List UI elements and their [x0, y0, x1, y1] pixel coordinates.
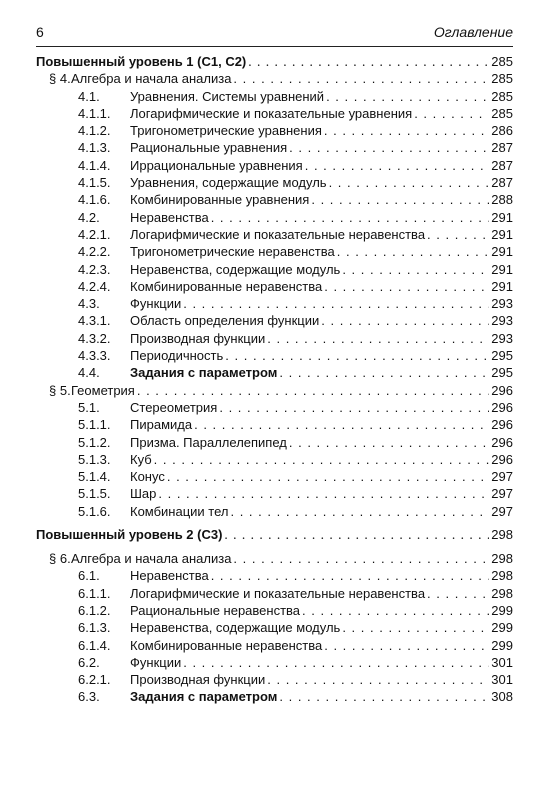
toc-entry-number: 6.1. — [78, 568, 100, 584]
toc-entry-number: 4.1. — [78, 88, 100, 104]
toc-entry — [36, 671, 513, 688]
toc-entry-title: Пирамида — [130, 417, 193, 433]
dot-leader — [211, 567, 490, 584]
toc-entry-number: 4.1.5. — [78, 175, 111, 191]
toc-entry-page: 296 — [491, 451, 513, 467]
toc-entry-number: 4.1.4. — [78, 157, 111, 173]
toc-entry — [36, 53, 513, 70]
toc-entry-title: Рациональные неравенства — [130, 602, 301, 618]
toc-entry-page: 285 — [491, 105, 513, 121]
dot-leader — [248, 53, 489, 70]
toc-entry-title: Призма. Параллелепипед — [130, 434, 287, 450]
dot-leader — [233, 550, 489, 567]
toc-entry-page: 285 — [491, 54, 513, 69]
toc-entry-title: Геометрия — [71, 382, 135, 398]
toc-entry-number: 5.1.2. — [78, 434, 111, 450]
dot-leader — [225, 347, 489, 364]
toc-entry-number: 6.1.2. — [78, 602, 111, 618]
dot-leader — [329, 174, 490, 191]
running-header — [36, 24, 513, 47]
toc-entry-number: 5.1.4. — [78, 469, 111, 485]
toc-entry-page: 299 — [491, 602, 513, 618]
toc-entry-number: 4.1.1. — [78, 105, 111, 121]
toc-entry-title: Неравенства — [130, 209, 209, 225]
toc-entry-page: 287 — [491, 157, 513, 173]
toc-entry-title: Логарифмические и показательные неравенства — [130, 226, 426, 242]
toc-entry-title: Задания с параметром — [130, 365, 278, 381]
dot-leader — [194, 416, 489, 433]
dot-leader — [267, 330, 489, 347]
toc-entry — [36, 243, 513, 260]
toc-entry-title: Стереометрия — [130, 399, 218, 415]
toc-entry-page: 291 — [491, 244, 513, 260]
toc-entry — [36, 619, 513, 636]
toc-entry-page: 293 — [491, 296, 513, 312]
dot-leader — [233, 70, 489, 87]
toc-entry-page: 293 — [491, 330, 513, 346]
dot-leader — [324, 278, 489, 295]
dot-leader — [311, 191, 489, 208]
toc-entry-page: 287 — [491, 175, 513, 191]
toc-entry — [36, 139, 513, 156]
toc-entry-number: 4.2. — [78, 209, 100, 225]
toc-entry-number: 4.2.4. — [78, 278, 111, 294]
toc-entry — [36, 602, 513, 619]
toc-entry-page: 295 — [491, 348, 513, 364]
toc-entry — [36, 312, 513, 329]
toc-entry-title: Конус — [130, 469, 165, 485]
toc-entry — [36, 209, 513, 226]
dot-leader — [154, 451, 490, 468]
toc-entry — [36, 550, 513, 567]
toc-entry-page: 298 — [491, 551, 513, 567]
dot-leader — [167, 468, 489, 485]
toc-entry-title: Неравенства — [130, 568, 209, 584]
toc-entry — [36, 585, 513, 602]
toc-entry — [36, 468, 513, 485]
toc-entry — [36, 70, 513, 87]
toc-entry-number: 4.1.3. — [78, 140, 111, 156]
toc-entry-page: 288 — [491, 192, 513, 208]
toc-entry-number: 4.3.2. — [78, 330, 111, 346]
toc-entry — [36, 88, 513, 105]
toc-entry-page: 298 — [491, 568, 513, 584]
toc-entry-title: Уравнения. Системы уравнений — [130, 88, 325, 104]
toc-entry — [36, 382, 513, 399]
toc-entry-title: Производная функции — [130, 330, 266, 346]
toc-entry — [36, 434, 513, 451]
toc-entry-title: Комбинированные неравенства — [130, 637, 323, 653]
toc-entry-title: Периодичность — [130, 348, 224, 364]
dot-leader — [414, 105, 489, 122]
running-title: Оглавление — [433, 24, 513, 40]
toc-entry — [36, 330, 513, 347]
toc-entry — [36, 567, 513, 584]
toc-entry-page: 301 — [491, 672, 513, 688]
toc-entry-number: 4.1.6. — [78, 192, 111, 208]
toc-entry-number: 5.1. — [78, 399, 100, 415]
toc-entry — [36, 416, 513, 433]
toc-entry-number: 4.3.1. — [78, 313, 111, 329]
dot-leader — [183, 295, 489, 312]
toc-entry-number: 6.1.1. — [78, 585, 111, 601]
toc-entry-title: Повышенный уровень 1 (С1, С2) — [36, 54, 247, 69]
toc-entry-page: 296 — [491, 399, 513, 415]
toc-entry-page: 291 — [491, 278, 513, 294]
toc-entry-title: Иррациональные уравнения — [130, 157, 303, 173]
toc-entry-number: 4.4. — [78, 365, 100, 381]
toc-entry-title: Логарифмические и показательные уравнения — [130, 105, 413, 121]
toc-entry — [36, 637, 513, 654]
toc-entry-page: 285 — [491, 71, 513, 87]
dot-leader — [224, 520, 489, 550]
toc-entry-page: 291 — [491, 226, 513, 242]
toc-entry-title: Неравенства, содержащие модуль — [130, 620, 341, 636]
toc-entry-title: Повышенный уровень 2 (С3) — [36, 527, 223, 543]
toc-entry-title: Область определения функции — [130, 313, 320, 329]
toc-entry-number: 4.1.2. — [78, 123, 111, 139]
toc-entry-title: Задания с параметром — [130, 689, 278, 705]
dot-leader — [342, 619, 489, 636]
toc-entry-number: § 6. — [49, 551, 71, 567]
toc-entry-number: 6.2.1. — [78, 672, 111, 688]
toc-entry — [36, 654, 513, 671]
toc-entry-page: 298 — [491, 527, 513, 543]
toc-entry — [36, 295, 513, 312]
dot-leader — [427, 226, 489, 243]
toc-entry — [36, 364, 513, 381]
toc-entry-title: Шар — [130, 486, 157, 502]
dot-leader — [267, 671, 489, 688]
toc-entry — [36, 688, 513, 705]
toc-entry-number: § 5. — [49, 382, 71, 398]
toc-entry — [36, 485, 513, 502]
dot-leader — [137, 382, 489, 399]
toc-entry — [36, 191, 513, 208]
dot-leader — [279, 364, 489, 381]
table-of-contents — [36, 53, 513, 706]
toc-entry-title: Алгебра и начала анализа — [71, 551, 232, 567]
toc-entry-title: Рациональные уравнения — [130, 140, 288, 156]
dot-leader — [302, 602, 489, 619]
toc-entry-number: 5.1.5. — [78, 486, 111, 502]
toc-entry-title: Комбинированные уравнения — [130, 192, 310, 208]
toc-entry-title: Комбинированные неравенства — [130, 278, 323, 294]
toc-entry-number: 6.2. — [78, 654, 100, 670]
toc-entry-page: 299 — [491, 620, 513, 636]
dot-leader — [326, 88, 489, 105]
toc-entry-title: Алгебра и начала анализа — [71, 71, 232, 87]
toc-entry-page: 296 — [491, 434, 513, 450]
toc-entry-title: Логарифмические и показательные неравенства — [130, 585, 426, 601]
dot-leader — [427, 585, 489, 602]
dot-leader — [289, 139, 489, 156]
dot-leader — [342, 261, 489, 278]
toc-entry — [36, 122, 513, 139]
toc-entry — [36, 105, 513, 122]
toc-entry-title: Функции — [130, 654, 182, 670]
dot-leader — [158, 485, 489, 502]
toc-entry-page: 308 — [491, 689, 513, 705]
toc-entry-number: 6.1.3. — [78, 620, 111, 636]
toc-entry-page: 297 — [491, 503, 513, 519]
toc-entry-number: 5.1.6. — [78, 503, 111, 519]
toc-entry-number: 6.3. — [78, 689, 100, 705]
toc-entry-number: 5.1.1. — [78, 417, 111, 433]
toc-entry — [36, 278, 513, 295]
toc-entry — [36, 157, 513, 174]
toc-entry-page: 297 — [491, 469, 513, 485]
dot-leader — [324, 637, 489, 654]
dot-leader — [337, 243, 490, 260]
toc-entry-page: 293 — [491, 313, 513, 329]
toc-entry — [36, 347, 513, 364]
toc-entry — [36, 520, 513, 550]
toc-entry — [36, 503, 513, 520]
toc-entry-page: 295 — [491, 365, 513, 381]
toc-entry-title: Производная функции — [130, 672, 266, 688]
toc-entry-number: § 4. — [49, 71, 71, 87]
dot-leader — [230, 503, 489, 520]
toc-entry-title: Уравнения, содержащие модуль — [130, 175, 327, 191]
toc-entry-number: 4.2.2. — [78, 244, 111, 260]
toc-entry-number: 5.1.3. — [78, 451, 111, 467]
toc-entry-title: Тригонометрические неравенства — [130, 244, 335, 260]
toc-entry-title: Функции — [130, 296, 182, 312]
toc-entry-page: 296 — [491, 382, 513, 398]
toc-entry-number: 4.2.3. — [78, 261, 111, 277]
toc-entry-number: 4.3. — [78, 296, 100, 312]
toc-entry-page: 291 — [491, 209, 513, 225]
toc-entry-number: 4.3.3. — [78, 348, 111, 364]
toc-entry — [36, 261, 513, 278]
toc-entry-page: 286 — [491, 123, 513, 139]
dot-leader — [324, 122, 489, 139]
toc-entry-title: Куб — [130, 451, 152, 467]
dot-leader — [219, 399, 489, 416]
page-number: 6 — [36, 24, 44, 40]
toc-entry-title: Тригонометрические уравнения — [130, 123, 322, 139]
toc-entry-page: 296 — [491, 417, 513, 433]
dot-leader — [305, 157, 490, 174]
toc-entry-page: 299 — [491, 637, 513, 653]
dot-leader — [211, 209, 490, 226]
dot-leader — [321, 312, 489, 329]
toc-entry-page: 285 — [491, 88, 513, 104]
toc-entry-title: Комбинации тел — [130, 503, 229, 519]
toc-entry-number: 4.2.1. — [78, 226, 111, 242]
toc-entry — [36, 174, 513, 191]
toc-entry-title: Неравенства, содержащие модуль — [130, 261, 341, 277]
dot-leader — [183, 654, 489, 671]
toc-entry-number: 6.1.4. — [78, 637, 111, 653]
toc-entry-page: 298 — [491, 585, 513, 601]
dot-leader — [279, 688, 489, 705]
toc-entry-page: 297 — [491, 486, 513, 502]
toc-entry — [36, 451, 513, 468]
toc-entry-page: 287 — [491, 140, 513, 156]
toc-entry — [36, 399, 513, 416]
toc-entry-page: 301 — [491, 654, 513, 670]
toc-entry-page: 291 — [491, 261, 513, 277]
toc-entry — [36, 226, 513, 243]
dot-leader — [289, 434, 489, 451]
